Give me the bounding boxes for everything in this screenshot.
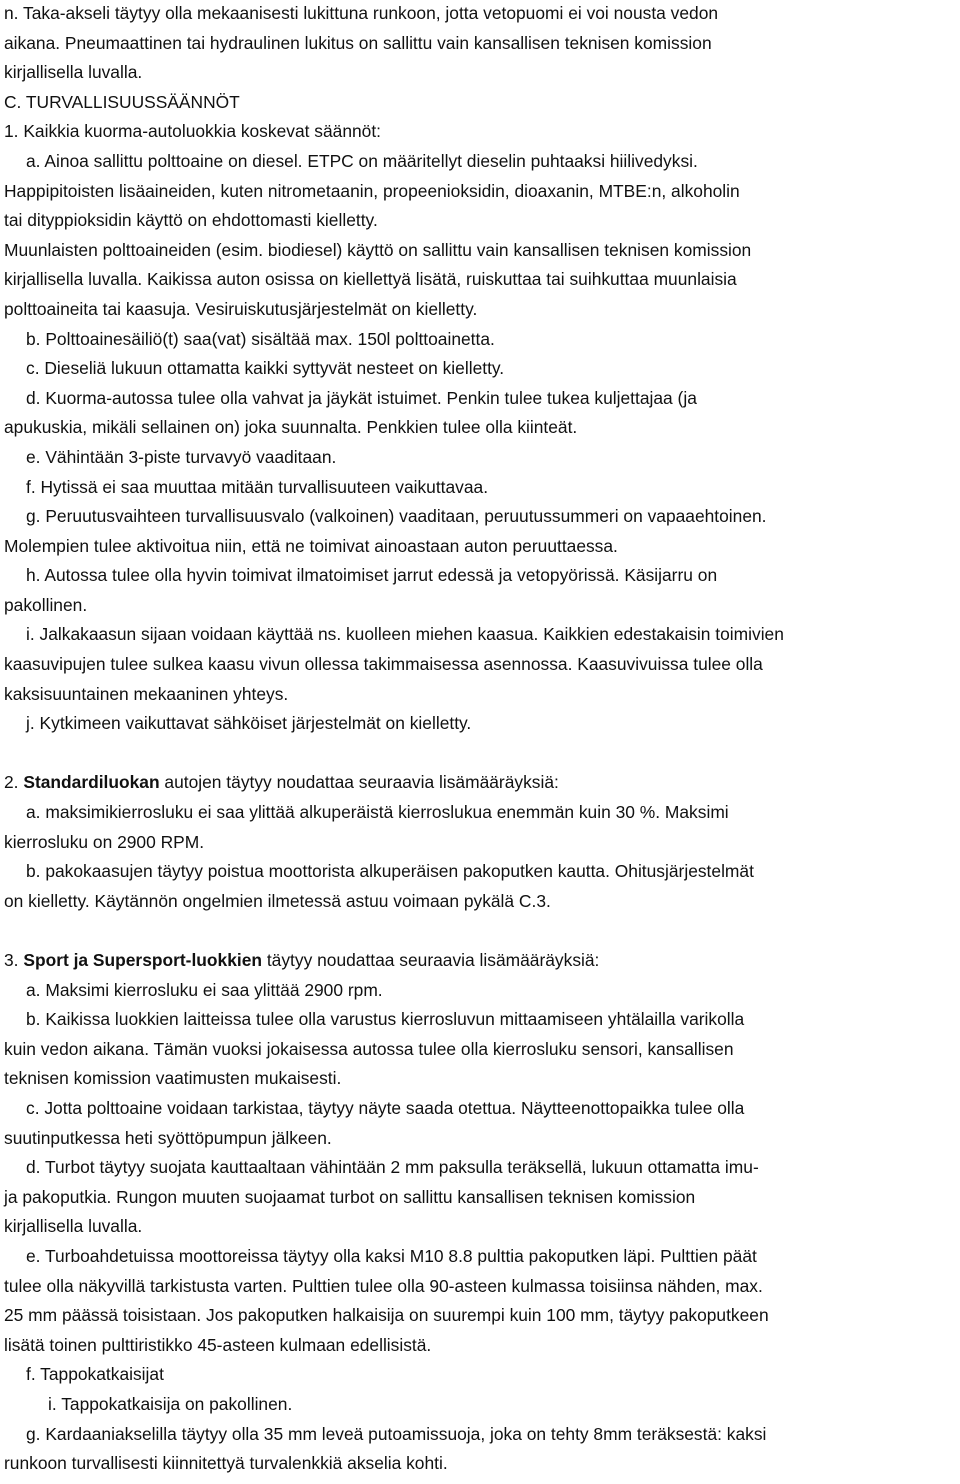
text-line: a. Maksimi kierrosluku ei saa ylittää 2900 rpm.: [26, 979, 383, 1000]
section-heading-2: [4, 768, 956, 798]
text-line: kuin vedon aikana. Tämän vuoksi jokaisessa autossa tulee olla kierrosluku sensori, kansallisen: [4, 1038, 734, 1059]
text-line: kirjallisella luvalla.: [4, 1216, 143, 1237]
text-line: ja pakoputkia. Rungon muuten suojaamat turbot on sallittu kansallisen teknisen komission: [4, 1186, 696, 1207]
text-line: e. Vähintään 3-piste turvavyö vaaditaan.: [26, 446, 337, 467]
section-number: 2.: [4, 772, 24, 793]
text-line: apukuskia, mikäli sellainen on) joka suunnalta. Penkkien tulee olla kiinteät.: [4, 417, 578, 438]
text-line: on kielletty. Käytännön ongelmien ilmetessä astuu voimaan pykälä C.3.: [4, 890, 551, 911]
text-line: 25 mm päässä toisistaan. Jos pakoputken halkaisija on suurempi kuin 100 mm, täytyy pakoputkeen: [4, 1305, 769, 1326]
paragraph-gap: [4, 739, 956, 769]
text-line: kierrosluku on 2900 RPM.: [4, 831, 205, 852]
text-line: 1. Kaikkia kuorma-autoluokkia koskevat säännöt:: [4, 121, 381, 142]
section-heading-c: C. TURVALLISUUSSÄÄNNÖT: [4, 91, 240, 112]
text-line: pakollinen.: [4, 594, 88, 615]
text-line: b. Kaikissa luokkien laitteissa tulee olla varustus kierrosluvun mittaamiseen yhtälailla varikolla: [26, 1009, 745, 1030]
section-bold-term: Sport ja Supersport-luokkien: [23, 950, 263, 970]
text-line: lisätä toinen pulttiristikko 45-asteen kulmaan edellisistä.: [4, 1334, 432, 1355]
text-line: e. Turboahdetuissa moottoreissa täytyy olla kaksi M10 8.8 pulttia pakoputken läpi. Pulttien päät: [26, 1245, 757, 1266]
section-heading-3: [4, 946, 956, 976]
text-line: kaksisuuntainen mekaaninen yhteys.: [4, 683, 289, 704]
text-line: kaasuvipujen tulee sulkea kaasu vivun ollessa takimmaisessa asennossa. Kaasuvivuissa tulee olla: [4, 654, 763, 675]
section-number: 3.: [4, 950, 24, 970]
text-line: g. Peruutusvaihteen turvallisuusvalo (valkoinen) vaaditaan, peruutussummeri on vapaaehtoinen.: [26, 506, 767, 527]
text-line: a. Ainoa sallittu polttoaine on diesel. ETPC on määritellyt dieselin puhtaaksi hiilivedyksi.: [26, 150, 698, 171]
text-line: kirjallisella luvalla.: [4, 62, 143, 83]
text-line: Muunlaisten polttoaineiden (esim. biodiesel) käyttö on sallittu vain kansallisen teknisen komission: [4, 239, 752, 260]
text-line: b. Polttoainesäiliö(t) saa(vat) sisältää max. 150l polttoainetta.: [26, 328, 495, 349]
text-line: kirjallisella luvalla. Kaikissa auton osissa on kiellettyä lisätä, ruiskuttaa tai suihkuttaa muunlaisia: [4, 269, 737, 290]
text-line: Molempien tulee aktivoitua niin, että ne toimivat ainoastaan auton peruuttaessa.: [4, 535, 618, 556]
text-line: suutinputkessa heti syöttöpumpun jälkeen.: [4, 1127, 332, 1148]
text-line: i. Tappokatkaisija on pakollinen.: [48, 1393, 293, 1414]
text-line: n. Taka-akseli täytyy olla mekaanisesti lukittuna runkoon, jotta vetopuomi ei voi nousta vedon: [4, 3, 719, 23]
text-line: f. Tappokatkaisijat: [26, 1364, 164, 1385]
text-line: polttoaineita tai kaasuja. Vesiruiskutusjärjestelmät on kielletty.: [4, 298, 478, 319]
text-line: b. pakokaasujen täytyy poistua moottorista alkuperäisen pakoputken kautta. Ohitusjärjestelmät: [26, 861, 754, 882]
text-line: g. Kardaaniakselilla täytyy olla 35 mm leveä putoamissuoja, joka on tehty 8mm teräksestä: kaksi: [26, 1423, 767, 1444]
text-line: h. Autossa tulee olla hyvin toimivat ilmatoimiset jarrut edessä ja vetopyörissä. Käsijarru on: [26, 565, 718, 586]
text-line: f. Hytissä ei saa muuttaa mitään turvallisuuteen vaikuttavaa.: [26, 476, 489, 497]
text-line: d. Turbot täytyy suojata kauttaaltaan vähintään 2 mm paksulla teräksellä, lukuun ottamatta imu-: [26, 1157, 759, 1178]
text-line: Happipitoisten lisäaineiden, kuten nitrometaanin, propeenioksidin, dioaxanin, MTBE:n, alkoholin: [4, 180, 740, 201]
section-bold-term: Standardiluokan: [23, 772, 160, 793]
text-line: c. Dieseliä lukuun ottamatta kaikki syttyvät nesteet on kielletty.: [26, 358, 505, 379]
text-line: aikana. Pneumaattinen tai hydraulinen lukitus on sallittu vain kansallisen teknisen komission: [4, 32, 712, 53]
text-line: a. maksimikierrosluku ei saa ylittää alkuperäistä kierroslukua enemmän kuin 30 %. Maksimi: [26, 802, 729, 823]
text-line: teknisen komission vaatimusten mukaisesti.: [4, 1068, 342, 1089]
text-line: tai dityppioksidin käyttö on ehdottomasti kielletty.: [4, 210, 378, 231]
text-line: tulee olla näkyvillä tarkistusta varten. Pulttien tulee olla 90-asteen kulmassa toisiinsa nähden, max.: [4, 1275, 763, 1296]
text-line: d. Kuorma-autossa tulee olla vahvat ja jäykät istuimet. Penkin tulee tukea kuljettajaa (ja: [26, 387, 697, 408]
text-line: c. Jotta polttoaine voidaan tarkistaa, täytyy näyte saada otettua. Näytteenottopaikka tulee olla: [26, 1097, 745, 1118]
text-line: j. Kytkimeen vaikuttavat sähköiset järjestelmät on kielletty.: [26, 713, 472, 734]
text-line: runkoon turvallisesti kiinnitettyä turvalenkkiä akselia kohti.: [4, 1453, 448, 1474]
section-heading-rest: täytyy noudattaa seuraavia lisämääräyksiä:: [262, 950, 600, 970]
paragraph-gap: [4, 916, 956, 946]
section-heading-rest: autojen täytyy noudattaa seuraavia lisämääräyksiä:: [159, 772, 559, 793]
text-line: i. Jalkakaasun sijaan voidaan käyttää ns. kuolleen miehen kaasua. Kaikkien edestakaisin toimivien: [26, 624, 784, 645]
